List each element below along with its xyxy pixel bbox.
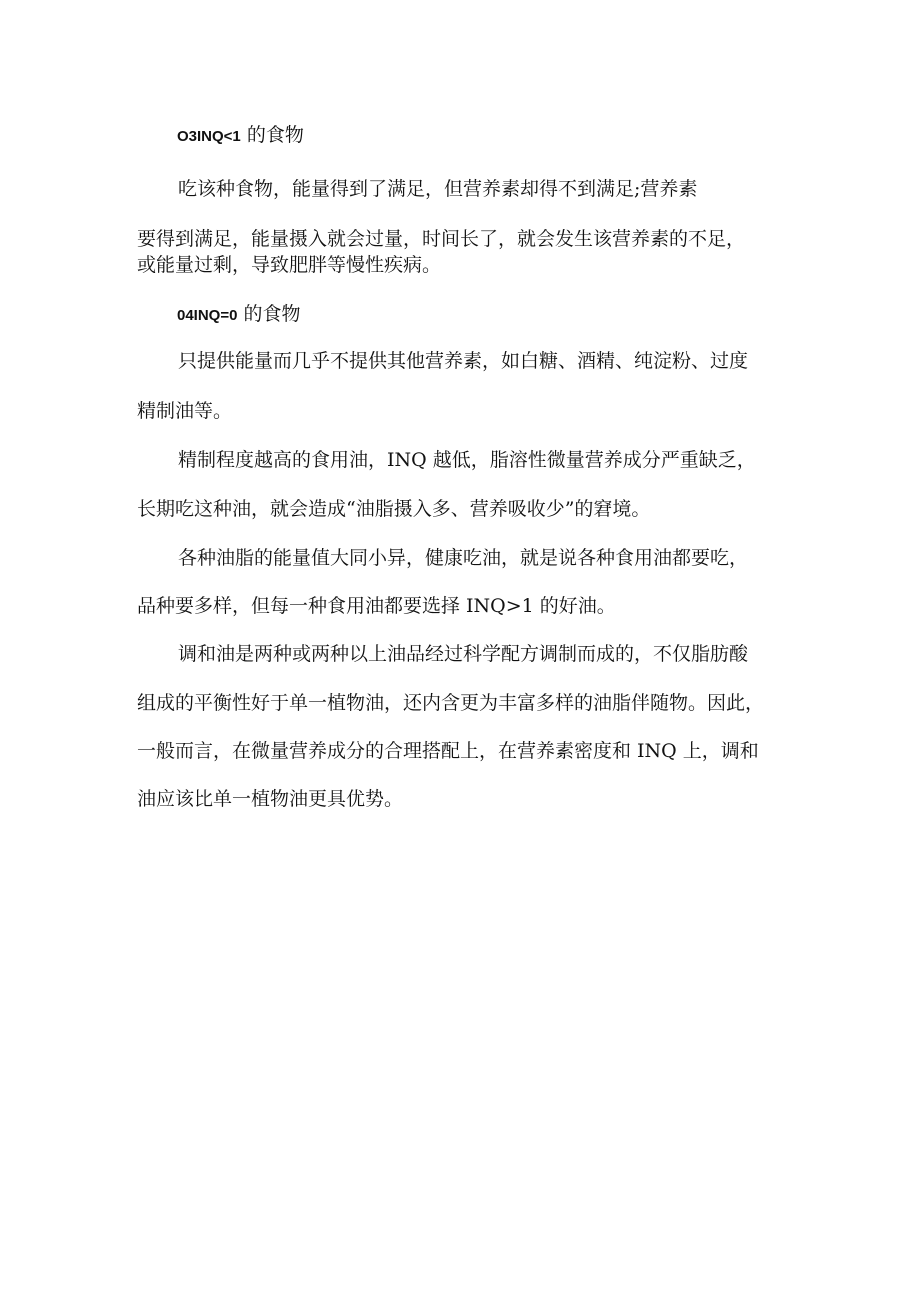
section-heading-inq-equals-0 bbox=[177, 301, 301, 329]
heading-text: 的食物 bbox=[243, 303, 301, 325]
paragraph-line: 长期吃这种油，就会造成“油脂摄入多、营养吸收少”的窘境。 bbox=[137, 498, 651, 520]
heading-text: 的食物 bbox=[246, 124, 304, 146]
paragraph-line: 各种油脂的能量值大同小异，健康吃油，就是说各种食用油都要吃， bbox=[178, 547, 749, 569]
paragraph-line: 只提供能量而几乎不提供其他营养素，如白糖、酒精、纯淀粉、过度 bbox=[178, 350, 749, 372]
paragraph-line: 品种要多样，但每一种食用油都要选择 INQ>1 的好油。 bbox=[137, 595, 616, 617]
paragraph-line: 组成的平衡性好于单一植物油，还内含更为丰富多样的油脂伴随物。因此， bbox=[137, 692, 765, 714]
paragraph-line: 精制油等。 bbox=[137, 400, 233, 422]
paragraph-line: 要得到满足，能量摄入就会过量，时间长了，就会发生该营养素的不足， bbox=[137, 228, 746, 250]
heading-code: 04INQ=0 bbox=[177, 307, 238, 324]
paragraph-line: 吃该种食物，能量得到了满足，但营养素却得不到满足;营养素 bbox=[178, 178, 698, 200]
paragraph-line: 或能量过剩，导致肥胖等慢性疾病。 bbox=[137, 254, 442, 276]
paragraph-line: 调和油是两种或两种以上油品经过科学配方调制而成的，不仅脂肪酸 bbox=[178, 643, 749, 665]
heading-code: O3INQ<1 bbox=[177, 128, 241, 145]
paragraph-line: 精制程度越高的食用油，INQ 越低，脂溶性微量营养成分严重缺乏， bbox=[178, 449, 756, 471]
section-heading-inq-less-than-1 bbox=[177, 122, 304, 150]
paragraph-line: 油应该比单一植物油更具优势。 bbox=[137, 788, 404, 810]
paragraph-line: 一般而言，在微量营养成分的合理搭配上，在营养素密度和 INQ 上，调和 bbox=[137, 740, 759, 762]
